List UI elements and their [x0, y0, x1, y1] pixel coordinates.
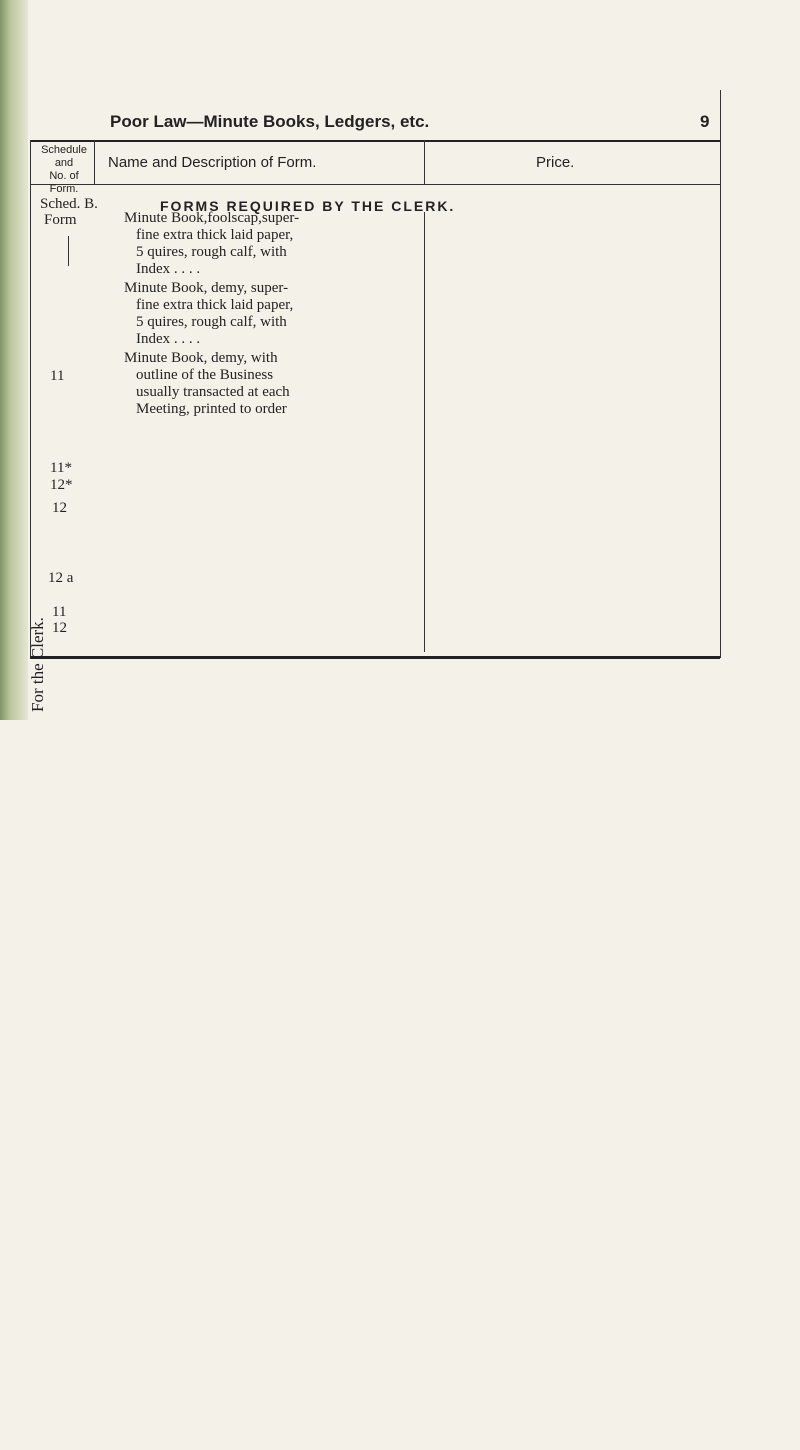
desc-line: Index . . . .	[136, 261, 201, 277]
desc-line: Minute Book,foolscap,super-	[124, 210, 300, 226]
side-label: For the Clerk.	[28, 617, 47, 712]
col-divider-1	[94, 140, 95, 184]
desc-line: Minute Book, demy, super-	[124, 280, 289, 296]
form-number: 11	[52, 604, 67, 620]
form-number: 12*	[50, 477, 73, 493]
schedule-header-line: No. of Form.	[49, 170, 79, 195]
schedule-label-line: Form	[44, 212, 77, 228]
form-description	[124, 280, 293, 348]
form-number: 12 a	[48, 570, 74, 586]
desc-line: 5 quires, rough calf, with	[136, 244, 287, 260]
section-title: FORMS REQUIRED BY THE CLERK.	[160, 198, 456, 214]
schedule-header-line: Schedule	[41, 144, 87, 156]
col-divider-2-body	[424, 212, 425, 652]
desc-line: Meeting, printed to order	[136, 401, 287, 417]
table-bottom-rule	[30, 656, 720, 659]
form-number: 12	[52, 620, 67, 636]
price-column-header: Price.	[536, 154, 575, 171]
desc-line: outline of the Business	[136, 367, 274, 383]
table-left-border	[30, 140, 31, 658]
desc-line: Minute Book, demy, with	[124, 350, 278, 366]
desc-line: fine extra thick laid paper,	[136, 297, 294, 313]
schedule-header-line: and	[54, 157, 74, 169]
form-description	[124, 350, 290, 418]
form-number: 11*	[50, 460, 72, 476]
book-spine-edge	[0, 0, 28, 720]
page-title: Poor Law—Minute Books, Ledgers, etc.	[110, 112, 430, 131]
left-bracket	[68, 236, 69, 266]
desc-line: fine extra thick laid paper,	[136, 227, 294, 243]
table-right-border	[720, 90, 721, 658]
desc-line: usually transacted at each	[136, 384, 290, 400]
form-number: 11	[50, 368, 65, 384]
form-description	[124, 210, 299, 278]
schedule-label-line: Sched. B.	[40, 196, 98, 212]
page-number: 9	[700, 112, 710, 131]
desc-line: 5 quires, rough calf, with	[136, 314, 287, 330]
header-rule	[30, 184, 720, 185]
form-number: 12	[52, 500, 67, 516]
table-top-rule	[30, 140, 720, 142]
schedule-column-header	[38, 144, 90, 196]
name-column-header: Name and Description of Form.	[108, 154, 317, 171]
col-divider-2	[424, 140, 425, 184]
desc-line: Index . . . .	[136, 331, 201, 347]
schedule-label	[40, 196, 98, 228]
